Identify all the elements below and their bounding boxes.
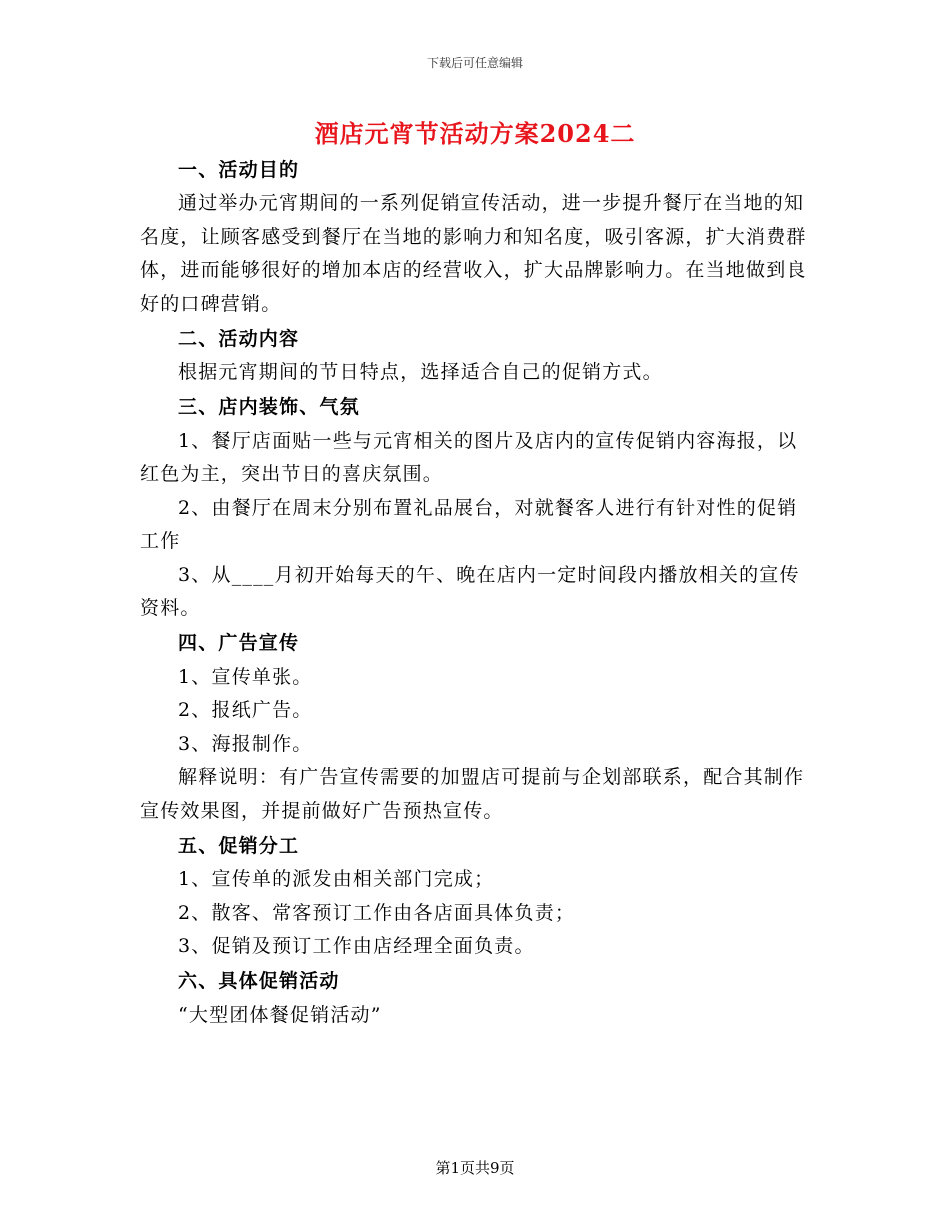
paragraph-purpose: 通过举办元宵期间的一系列促销宣传活动，进一步提升餐厅在当地的知名度，让顾客感受到餐厅在当地的影响力和知名度，吸引客源，扩大消费群体，进而能够很好的增加本店的经营收入，扩大品牌影响力。在当地做到良好的口碑营销。 bbox=[140, 192, 807, 315]
section-heading-content: 二、活动内容 bbox=[178, 327, 300, 350]
section-heading-purpose: 一、活动目的 bbox=[178, 158, 300, 181]
section-heading-advertising: 四、广告宣传 bbox=[178, 632, 300, 654]
paragraph-content: 根据元宵期间的节日特点，选择适合自己的促销方式。 bbox=[178, 361, 663, 383]
paragraph-promotions-1: “大型团体餐促销活动” bbox=[178, 1003, 382, 1026]
paragraph-decoration-3: 3、从____月初开始每天的午、晚在店内一定时间段内播放相关的宣传资料。 bbox=[140, 563, 800, 619]
document-title: 酒店元宵节活动方案2024二 bbox=[314, 119, 636, 148]
page-footer: 第1页共9页 bbox=[435, 1159, 515, 1177]
paragraph-advertising-1: 1、宣传单张。 bbox=[178, 665, 313, 688]
paragraph-division-2: 2、散客、常客预订工作由各店面具体负责； bbox=[178, 901, 576, 924]
header-note: 下载后可任意编辑 bbox=[426, 56, 523, 70]
paragraph-advertising-2: 2、报纸广告。 bbox=[178, 699, 313, 721]
section-heading-division: 五、促销分工 bbox=[178, 834, 300, 857]
section-heading-promotions: 六、具体促销活动 bbox=[178, 970, 340, 992]
document-body bbox=[140, 152, 812, 1032]
paragraph-decoration-2: 2、由餐厅在周末分别布置礼品展台，对就餐客人进行有针对性的促销工作 bbox=[140, 496, 798, 552]
paragraph-decoration-1: 1、餐厅店面贴一些与元宵相关的图片及店内的宣传促销内容海报，以红色为主，突出节日的喜庆氛围。 bbox=[140, 429, 798, 485]
paragraph-division-3: 3、促销及预订工作由店经理全面负责。 bbox=[178, 935, 535, 957]
paragraph-division-1: 1、宣传单的派发由相关部门完成； bbox=[178, 868, 495, 890]
section-heading-decoration: 三、店内装饰、气氛 bbox=[178, 396, 360, 418]
paragraph-advertising-3: 3、海报制作。 bbox=[178, 732, 313, 755]
paragraph-advertising-note: 解释说明：有广告宣传需要的加盟店可提前与企划部联系，配合其制作宣传效果图，并提前做好广告预热宣传。 bbox=[140, 766, 805, 822]
